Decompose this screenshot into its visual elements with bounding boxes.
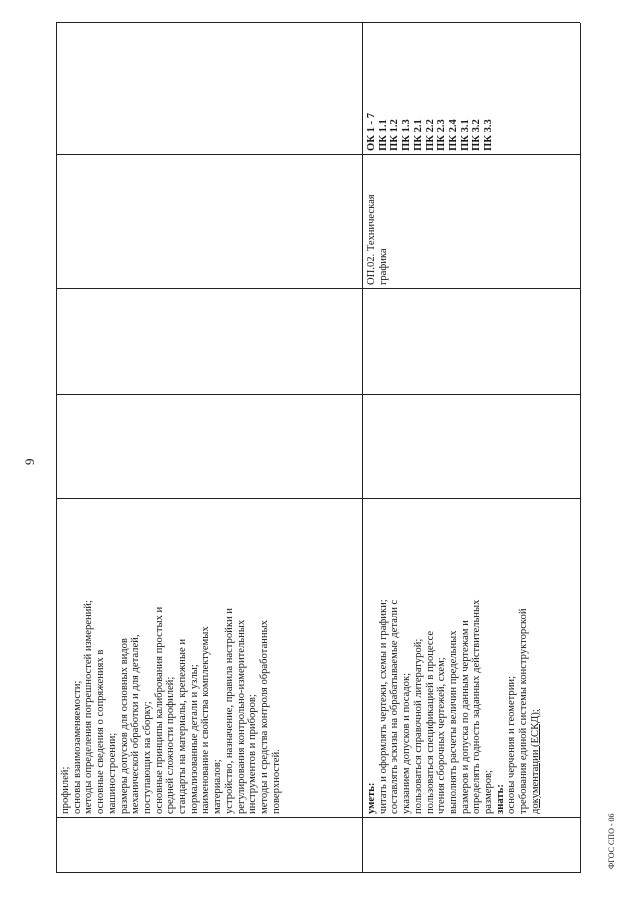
knowledge-heading: знать: [494, 784, 506, 814]
skills-line: читать и оформлять чертежи, схемы и графики; [377, 599, 389, 814]
skills-line: определять годность заданных действительных [471, 599, 483, 814]
competency-code: ПК 3.2 [471, 119, 483, 151]
content-line: наименование и свойства комплектуемых [200, 626, 212, 814]
content-line: машиностроении; [106, 732, 118, 814]
competency-code: ПК 3.3 [483, 119, 495, 151]
content-line: методы и средства контроля обработанных [258, 620, 270, 814]
skills-line: указанием допусков и посадок; [401, 672, 413, 814]
column-divider [56, 498, 580, 499]
competency-code: ПК 2.4 [447, 119, 459, 151]
competency-code: ПК 1.1 [377, 119, 389, 151]
column-divider [56, 288, 580, 289]
row-divider [362, 23, 363, 873]
content-line: нормализованные детали и узлы; [188, 664, 200, 814]
skills-line: выполнять расчеты величин предельных [447, 630, 459, 814]
skills-line: размеров и допуска по данным чертежам и [459, 620, 471, 814]
knowledge-line: документации (ЕСКД); [529, 709, 541, 814]
page-number: 9 [22, 458, 37, 465]
knowledge-line: требования единой системы конструкторской [518, 608, 530, 814]
content-line: устройство, назначение, правила настройки и [223, 608, 235, 814]
discipline-line: графика [377, 248, 389, 285]
column-divider [56, 154, 580, 155]
competency-code: ПК 2.2 [424, 119, 436, 151]
content-line: регулирования контрольно-измерительных [235, 619, 247, 814]
content-line: профилей; [60, 766, 71, 814]
discipline-cell [366, 159, 389, 285]
table-bottom-border [580, 23, 581, 873]
competency-code: ПК 1.3 [401, 119, 413, 151]
content-line: стандарты на материалы, крепежные и [177, 639, 189, 814]
content-line: методы определения погрешностей измерений; [83, 600, 95, 814]
skills-line: размеров; [483, 770, 495, 814]
content-line: поступающих на сборку; [141, 701, 153, 814]
competencies-cell [366, 27, 495, 151]
discipline-line: ОП.02. Техническая [366, 194, 377, 285]
skills-line: чтения сборочных чертежей, схем; [436, 657, 448, 814]
competency-code: ПК 3.1 [459, 119, 471, 151]
competency-code: ОК 1 - 7 [366, 113, 377, 151]
content-line: основные принципы калибрования простых и [153, 606, 165, 814]
content-line: поверхностей. [270, 749, 282, 814]
column-divider [56, 394, 580, 395]
content-line: материалов; [212, 759, 224, 814]
content-line: средней сложности профилей; [165, 676, 177, 814]
competency-code: ПК 2.1 [412, 119, 424, 151]
skills-line: составлять эскизы на обрабатываемые детали с [389, 599, 401, 814]
knowledge-line: основы черчения и геометрии; [506, 675, 518, 814]
competency-code: ПК 1.2 [389, 119, 401, 151]
skills-cell [366, 502, 542, 814]
competency-code: ПК 2.3 [436, 119, 448, 151]
table-right-border [56, 22, 580, 23]
skills-heading: уметь: [366, 782, 377, 814]
content-line: механической обработки и для деталей, [130, 634, 142, 814]
skills-line: пользоваться спецификацией в процессе [424, 630, 436, 814]
table-top-border [56, 23, 57, 873]
content-line: основные сведения о сопряжениях в [95, 649, 107, 814]
content-line: инструментов и приборов; [247, 694, 259, 814]
content-line: размеры допусков для основных видов [118, 638, 130, 814]
content-cell [60, 502, 282, 814]
column-divider [56, 817, 580, 818]
content-line: основы взаимозаменяемости; [71, 680, 83, 814]
table-left-border [56, 872, 580, 873]
footer-label: ФГОС СПО - 06 [607, 813, 616, 869]
skills-line: пользоваться справочной литературой; [412, 638, 424, 814]
